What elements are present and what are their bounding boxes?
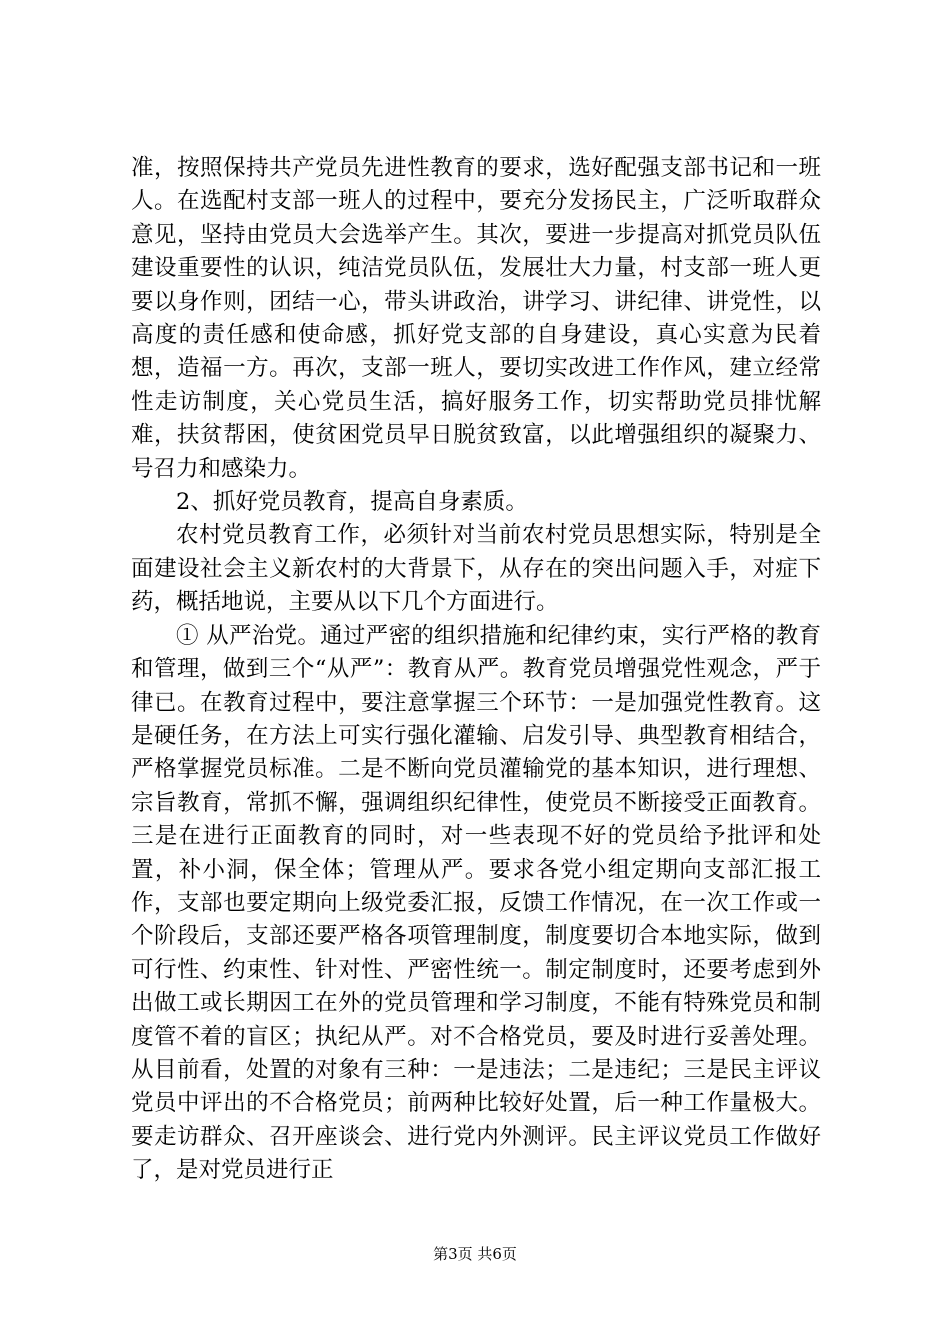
section-heading: 2、抓好党员教育，提高自身素质。	[176, 489, 528, 516]
document-body	[131, 152, 821, 1188]
page-number: 第3页 共6页	[433, 1245, 517, 1263]
paragraph-continuation: 准，按照保持共产党员先进性教育的要求，选好配强支部书记和一班人。在选配村支部一班人的过程中，要充分发扬民主，广泛听取群众意见，坚持由党员大会选举产生。其次，要进一步提高对抓党员队伍建设重要性的认识，纯洁党员队伍，发展壮大力量，村支部一班人更要以身作则，团结一心，带头讲政治，讲学习、讲纪律、讲党性，以高度的责任感和使命感，抓好党支部的自身建设，真心实意为民着想，造福一方。再次，支部一班人，要切实改进工作作风，建立经常性走访制度，关心党员生活，搞好服务工作，切实帮助党员排忧解难，扶贫帮困，使贫困党员早日脱贫致富，以此增强组织的凝聚力、号召力和感染力。	[131, 155, 821, 482]
paragraph-education-intro: 农村党员教育工作，必须针对当前农村党员思想实际，特别是全面建设社会主义新农村的大背景下，从存在的突出问题入手，对症下药，概括地说，主要从以下几个方面进行。	[131, 522, 821, 616]
paragraph-strict-governance: ① 从严治党。通过严密的组织措施和纪律约束，实行严格的教育和管理，做到三个“从严”：教育从严。教育党员增强党性观念，严于律已。在教育过程中，要注意掌握三个环节：一是加强党性教育。这是硬任务，在方法上可实行强化灌输、启发引导、典型教育相结合，严格掌握党员标准。二是不断向党员灌输党的基本知识，进行理想、宗旨教育，常抓不懈，强调组织纪律性，使党员不断接受正面教育。三是在进行正面教育的同时，对一些表现不好的党员给予批评和处置，补小洞，保全体；管理从严。要求各党小组定期向支部汇报工作，支部也要定期向上级党委汇报，反馈工作情况，在一次工作或一个阶段后，支部还要严格各项管理制度，制度要切合本地实际，做到可行性、约束性、针对性、严密性统一。制定制度时，还要考虑到外出做工或长期因工在外的党员管理和学习制度，不能有特殊党员和制度管不着的盲区；执纪从严。对不合格党员，要及时进行妥善处理。从目前看，处置的对象有三种：一是违法；二是违纪；三是民主评议党员中评出的不合格党员；前两种比较好处置，后一种工作量极大。要走访群众、召开座谈会、进行党内外测评。民主评议党员工作做好了，是对党员进行正	[131, 622, 821, 1184]
